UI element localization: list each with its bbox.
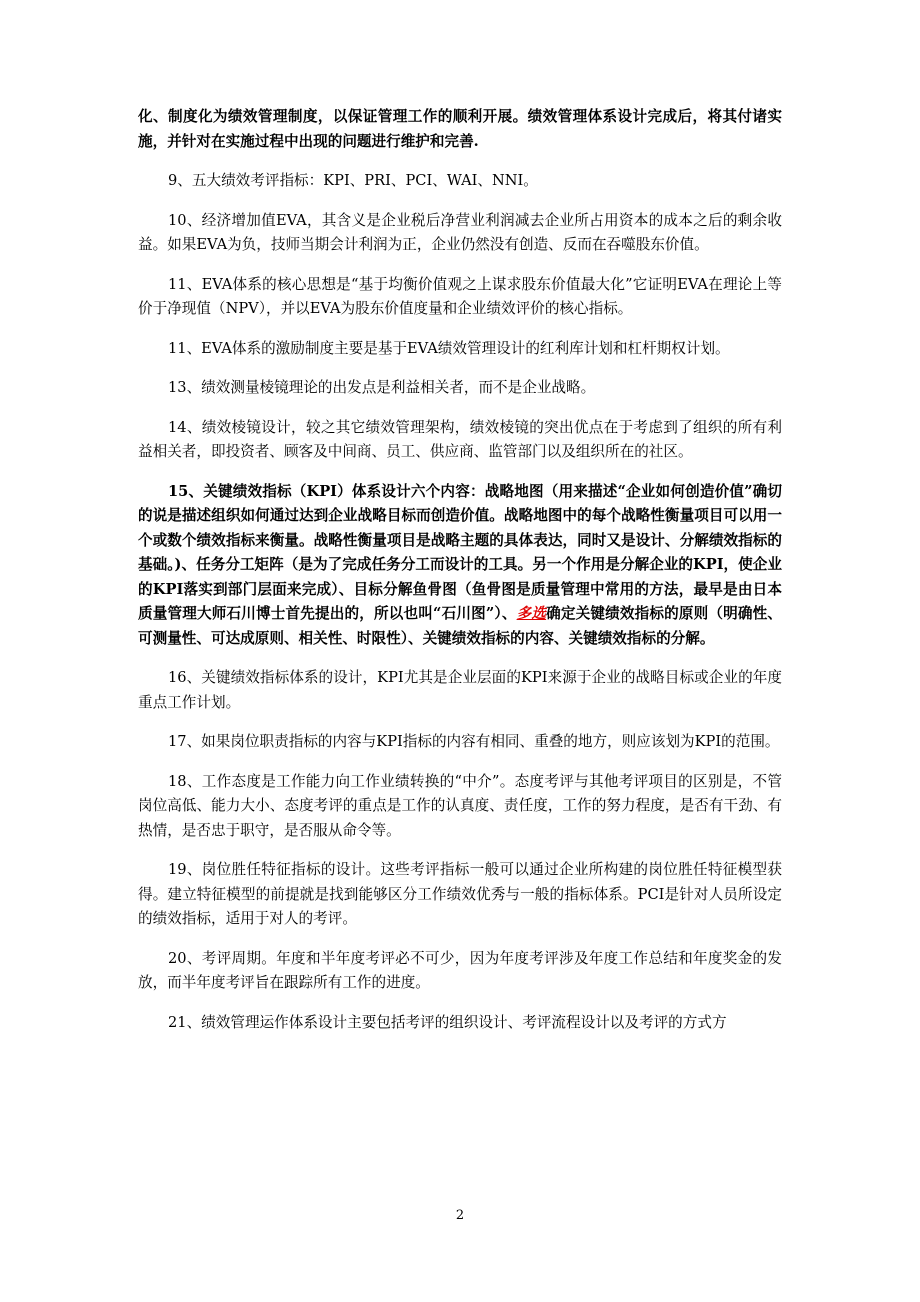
paragraph-19: 19、岗位胜任特征指标的设计。这些考评指标一般可以通过企业所构建的岗位胜任特征模型获得。建立特征模型的前提就是找到能够区分工作绩效优秀与一般的指标体系。PCI是针对人员所设定的绩效指标，适用于对人的考评。 (138, 861, 782, 927)
paragraph-10: 10、经济增加值EVA，其含义是企业税后净营业利润减去企业所占用资本的成本之后的剩余收益。如果EVA为负，技师当期会计利润为正，企业仍然没有创造、反而在吞噬股东价值。 (138, 211, 782, 253)
document-body (138, 105, 782, 1050)
paragraph-14: 14、绩效棱镜设计，较之其它绩效管理架构，绩效棱镜的突出优点在于考虑到了组织的所有利益相关者，即投资者、顾客及中间商、员工、供应商、监管部门以及组织所在的社区。 (138, 418, 782, 460)
paragraph-21: 21、绩效管理运作体系设计主要包括考评的组织设计、考评流程设计以及考评的方式方 (168, 1013, 727, 1031)
paragraph-11a: 11、EVA体系的核心思想是“基于均衡价值观之上谋求股东价值最大化”它证明EVA在理论上等价于净现值（NPV），并以EVA为股东价值度量和企业绩效评价的核心指标。 (138, 275, 782, 317)
paragraph-11b: 11、EVA体系的激励制度主要是基于EVA绩效管理设计的红利库计划和杠杆期权计划。 (168, 339, 730, 357)
paragraph-13: 13、绩效测量棱镜理论的出发点是利益相关者，而不是企业战略。 (168, 379, 596, 396)
paragraph-16: 16、关键绩效指标体系的设计，KPI尤其是企业层面的KPI来源于企业的战略目标或企业的年度重点工作计划。 (138, 669, 782, 711)
paragraph-17: 17、如果岗位职责指标的内容与KPI指标的内容有相同、重叠的地方，则应该划为KPI的范围。 (168, 733, 780, 750)
multi-select-marker: 多选 (516, 605, 547, 622)
paragraph-18: 18、工作态度是工作能力向工作业绩转换的“中介”。态度考评与其他考评项目的区别是，不管岗位高低、能力大小、态度考评的重点是工作的认真度、责任度，工作的努力程度，是否有干劲、有热情，是否忠于职守，是否服从命令等。 (138, 772, 782, 839)
page-number: 2 (455, 1208, 465, 1223)
paragraph-15-part1: 15、关键绩效指标（KPI）体系设计六个内容：战略地图（用来描述“企业如何创造价值”确切的说是描述组织如何通过达到企业战略目标而创造价值。战略地图中的每个战略性衡量项目可以用一个或数个绩效指标来衡量。战略性衡量项目是战略主题的具体表达，同时又是设计、分解绩效指标的基础。)、任务分工矩阵（是为了完成任务分工而设计的工具。另一个作用是分解企业的KPI，使企业的KPI落实到部门层面来完成）、目标分解鱼骨图（鱼骨图是质量管理中常用的方法，最早是由日本质量管理大师石川博士首先提出的，所以也叫“石川图”）、 (138, 482, 782, 622)
paragraph-15 (138, 480, 782, 652)
paragraph-9: 9、五大绩效考评指标：KPI、PRI、PCI、WAI、NNI。 (168, 172, 538, 189)
paragraph-15-part2: 确定关键绩效指标的原则（明确性、可测量性、可达成原则、相关性、时限性）、关键绩效指标的内容、关键绩效指标的分解。 (138, 605, 782, 647)
paragraph-continuation: 化、制度化为绩效管理制度，以保证管理工作的顺利开展。绩效管理体系设计完成后，将其付诸实施，并针对在实施过程中出现的问题进行维护和完善. (138, 108, 782, 150)
paragraph-20: 20、考评周期。年度和半年度考评必不可少，因为年度考评涉及年度工作总结和年度奖金的发放，而半年度考评旨在跟踪所有工作的进度。 (138, 949, 782, 991)
